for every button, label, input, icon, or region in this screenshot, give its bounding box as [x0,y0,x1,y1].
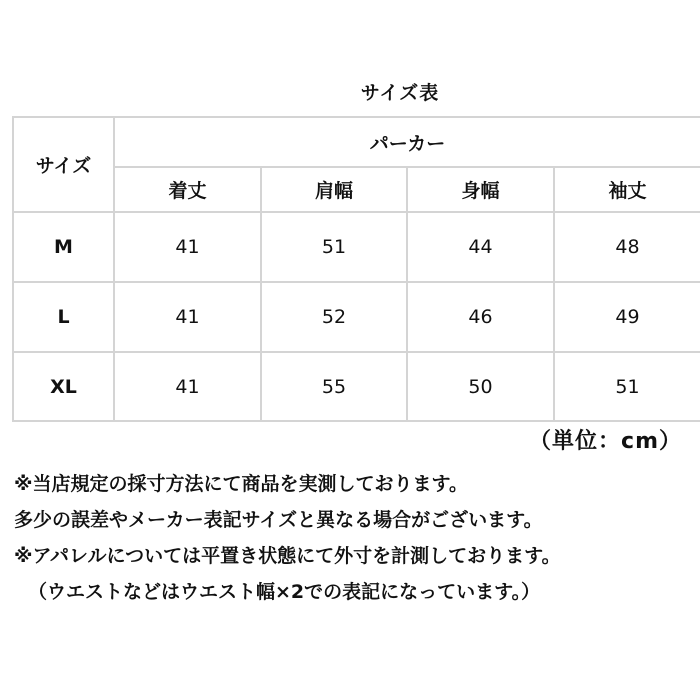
table-cell: 41 [114,212,261,282]
table-row [13,282,700,352]
table-cell: 41 [114,352,261,421]
size-label: XL [13,352,114,421]
table-cell: 50 [407,352,554,421]
table-cell: 46 [407,282,554,352]
size-table [12,116,700,422]
table-cell: 44 [407,212,554,282]
column-header-sleeve: 袖丈 [554,167,700,212]
table-cell: 51 [261,212,407,282]
note-line: ※アパレルについては平置き状態にて外寸を計測しております。 [14,545,561,567]
table-header-row [13,117,700,167]
column-header-length: 着丈 [114,167,261,212]
column-header-shoulder: 肩幅 [261,167,407,212]
size-label: M [13,212,114,282]
table-cell: 51 [554,352,700,421]
table-cell: 52 [261,282,407,352]
table-cell: 41 [114,282,261,352]
table-cell: 49 [554,282,700,352]
note-line: 多少の誤差やメーカー表記サイズと異なる場合がございます。 [14,509,543,531]
product-group-header: パーカー [114,117,700,167]
note-line: （ウエストなどはウエスト幅×2での表記になっています。） [28,581,541,603]
size-header-cell: サイズ [13,117,114,212]
measurement-header-row [13,167,700,212]
unit-label: （単位：cm） [529,429,682,454]
table-row [13,352,700,421]
table-cell: 55 [261,352,407,421]
page-title: サイズ表 [360,82,440,104]
note-line: ※当店規定の採寸方法にて商品を実測しております。 [14,473,468,495]
notes-block [14,466,694,610]
table-cell: 48 [554,212,700,282]
table-row [13,212,700,282]
size-label: L [13,282,114,352]
column-header-chest: 身幅 [407,167,554,212]
